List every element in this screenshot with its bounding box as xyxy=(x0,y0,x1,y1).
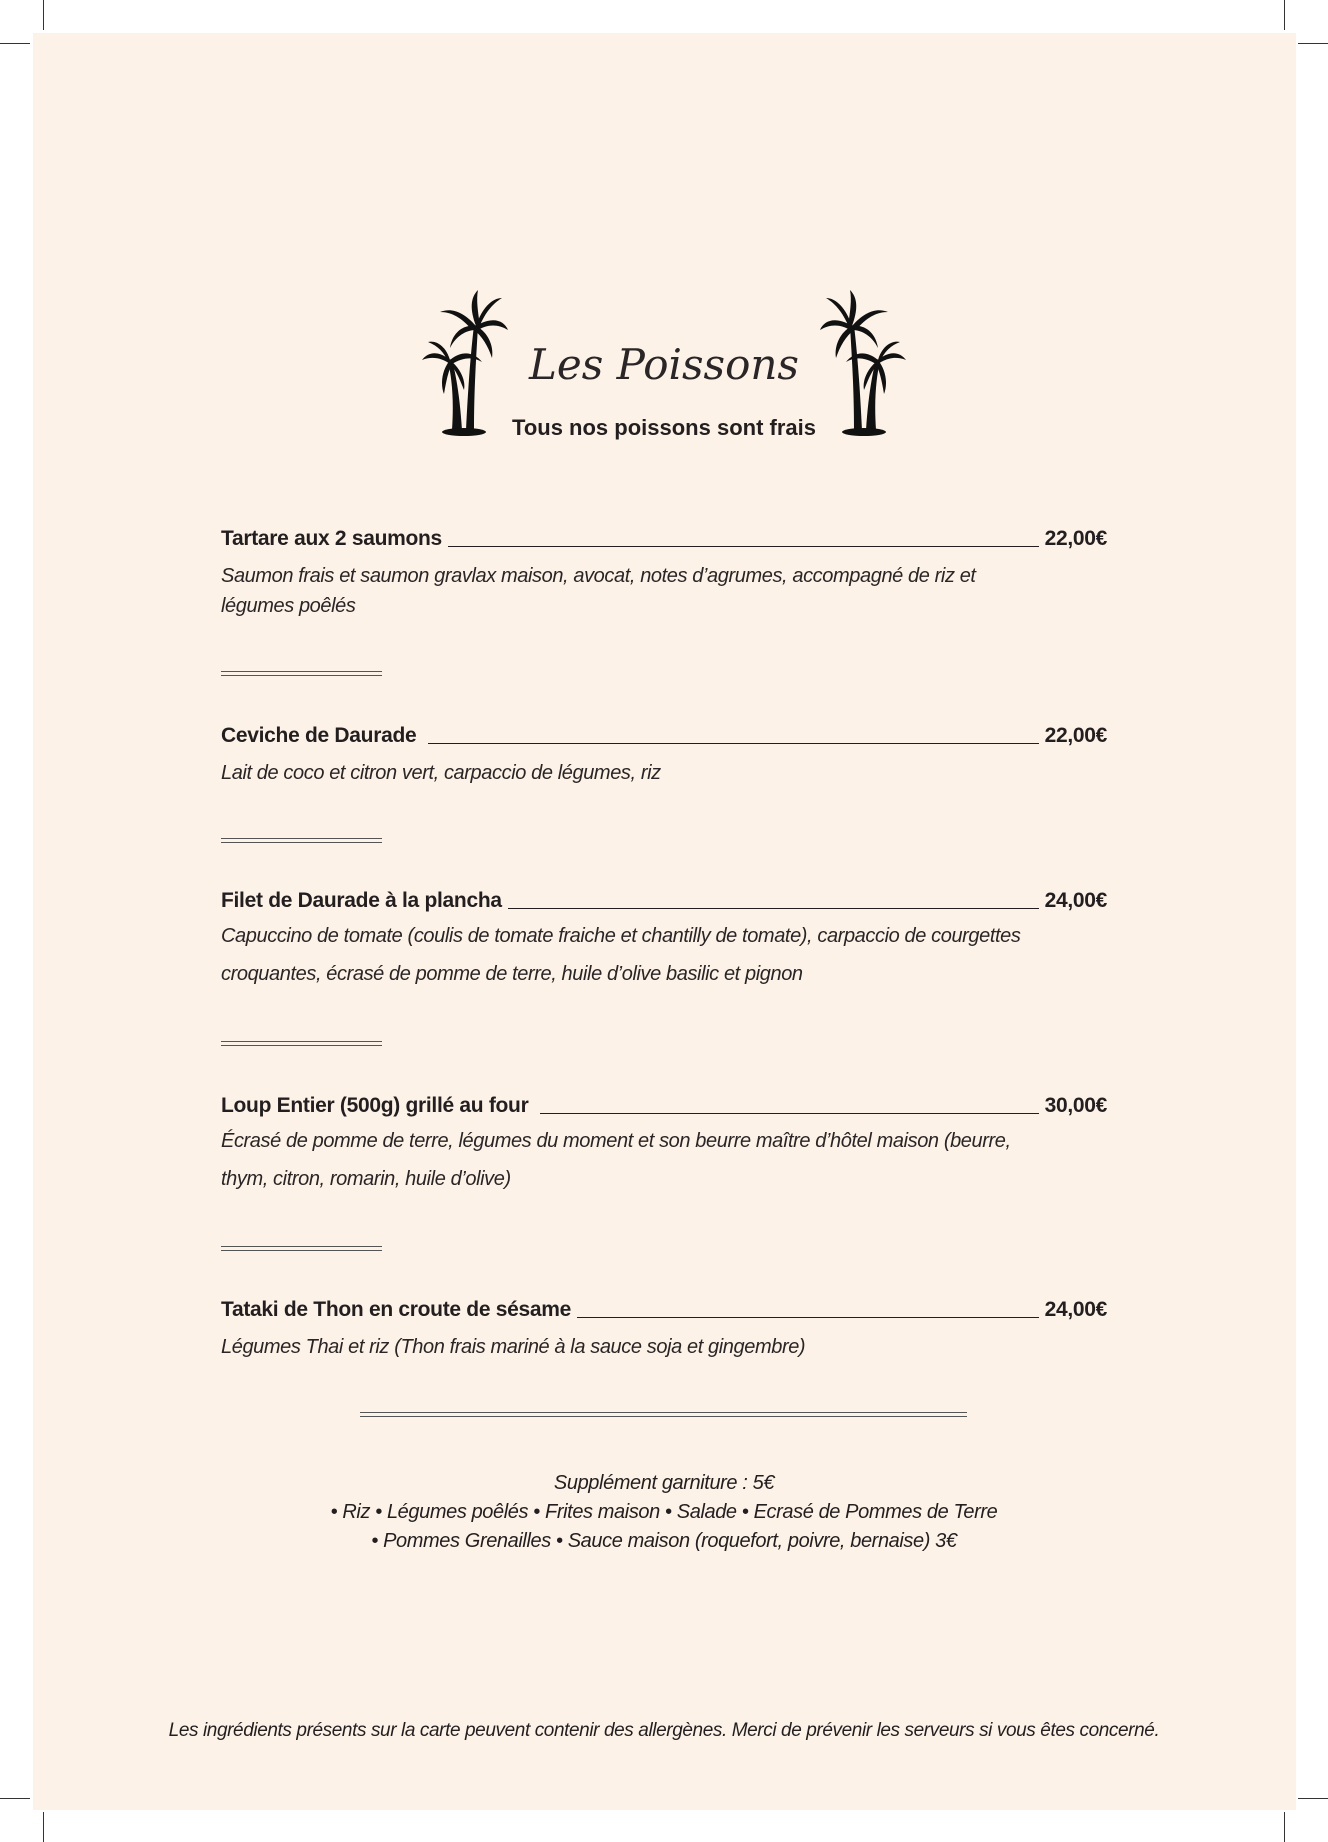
menu-item xyxy=(221,724,1107,788)
section-title: Les Poissons xyxy=(529,340,799,389)
section-subtitle: Tous nos poissons sont frais xyxy=(512,415,816,440)
crop-mark xyxy=(43,0,44,30)
crop-mark xyxy=(0,1798,30,1799)
item-price: 22,00€ xyxy=(1044,527,1107,550)
menu-item xyxy=(221,889,1107,993)
crop-mark xyxy=(1284,0,1285,30)
divider xyxy=(221,1041,382,1046)
item-price: 30,00€ xyxy=(1044,1094,1107,1117)
leader-line xyxy=(508,908,1039,909)
leader-line xyxy=(577,1317,1039,1318)
item-price: 22,00€ xyxy=(1044,724,1107,747)
leader-line xyxy=(448,546,1039,547)
divider xyxy=(221,1246,382,1251)
supplement-options: • Riz • Légumes poêlés • Frites maison • Salade • Ecrasé de Pommes de Terre xyxy=(330,1501,998,1523)
item-description: Saumon frais et saumon gravlax maison, avocat, notes d’agrumes, accompagné de riz et légumes poêlés xyxy=(221,565,976,617)
crop-mark xyxy=(43,1812,44,1842)
crop-mark xyxy=(0,43,30,44)
item-description: Légumes Thai et riz (Thon frais mariné à la sauce soja et gingembre) xyxy=(221,1336,806,1358)
crop-mark xyxy=(1284,1812,1285,1842)
item-description: Écrasé de pomme de terre, légumes du moment et son beurre maître d’hôtel maison (beurre, thym, citron, romarin, huile d’olive) xyxy=(221,1130,1011,1190)
allergen-notice: Les ingrédients présents sur la carte peuvent contenir des allergènes. Merci de prévenir les serveurs si vous êtes concerné. xyxy=(168,1720,1160,1741)
supplement-title: Supplément garniture : 5€ xyxy=(553,1472,775,1494)
leader-line xyxy=(428,743,1038,744)
item-name: Loup Entier (500g) grillé au four xyxy=(221,1094,529,1117)
divider xyxy=(221,838,382,843)
item-description: Capuccino de tomate (coulis de tomate fraiche et chantilly de tomate), carpaccio de courgettes croquantes, écrasé de pomme de terre, huile d’olive basilic et pignon xyxy=(221,925,1021,985)
divider xyxy=(221,671,382,676)
crop-mark xyxy=(1298,1798,1328,1799)
item-name: Filet de Daurade à la plancha xyxy=(221,889,502,912)
item-name: Tataki de Thon en croute de sésame xyxy=(221,1298,572,1321)
leader-line xyxy=(540,1113,1038,1114)
item-price: 24,00€ xyxy=(1044,889,1107,912)
menu-item xyxy=(221,1094,1107,1198)
item-name: Ceviche de Daurade xyxy=(221,724,417,747)
item-description: Lait de coco et citron vert, carpaccio de légumes, riz xyxy=(221,762,661,784)
item-price: 24,00€ xyxy=(1044,1298,1107,1321)
crop-mark xyxy=(1298,43,1328,44)
supplement-options: • Pommes Grenailles • Sauce maison (roquefort, poivre, bernaise) 3€ xyxy=(371,1530,957,1552)
divider xyxy=(360,1412,967,1417)
menu-item xyxy=(221,527,1107,621)
item-name: Tartare aux 2 saumons xyxy=(221,527,442,550)
menu-item xyxy=(221,1298,1107,1362)
